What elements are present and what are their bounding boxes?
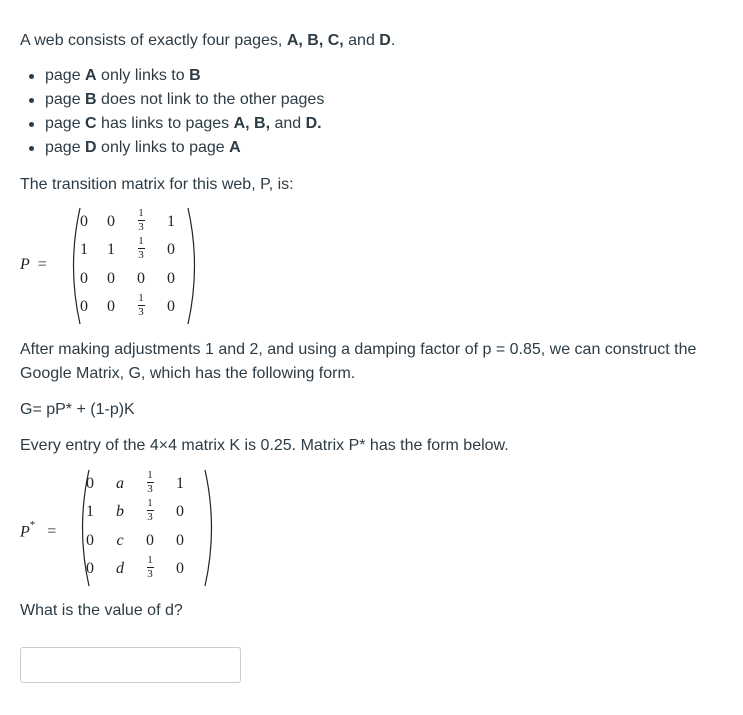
matrix-p-star <box>20 467 220 589</box>
matrix-pstar-equals: = <box>47 523 57 541</box>
matrix-entry: 0 <box>137 270 145 287</box>
matrix-entry: d <box>116 560 124 577</box>
matrix-entry: 1 3 <box>147 497 153 523</box>
matrix-entry: b <box>116 503 124 520</box>
matrix-entry: 0 <box>80 298 88 315</box>
adjust-text-line-1: After making adjustments 1 and 2, and using a damping factor of p = 0.85, we can construct the <box>20 341 697 358</box>
matrix-entry: 0 <box>86 532 94 549</box>
matrix-entry: 1 <box>80 241 88 258</box>
matrix-p <box>20 205 200 327</box>
links-list <box>20 64 324 160</box>
transition-text: The transition matrix for this web, P, is: <box>20 176 294 193</box>
matrix-pstar-label: P <box>20 523 30 541</box>
matrix-entry: 0 <box>107 213 115 230</box>
matrix-entry: 0 <box>167 241 175 258</box>
matrix-entry: 1 <box>167 213 175 230</box>
matrix-entry: 1 <box>86 503 94 520</box>
matrix-entry: 0 <box>86 560 94 577</box>
matrix-entry: a <box>116 475 124 492</box>
matrix-entry: 1 3 <box>147 469 153 495</box>
formula-text: G= pP* + (1-p)K <box>20 401 135 418</box>
matrix-pstar-star: * <box>29 519 36 531</box>
answer-input[interactable] <box>20 647 241 683</box>
intro-text: A web consists of exactly four pages, A, B, C, and D. <box>20 32 396 49</box>
matrix-entry: 0 <box>107 270 115 287</box>
matrix-entry: 0 <box>176 532 184 549</box>
matrix-entry: 0 <box>86 475 94 492</box>
matrix-entry: 0 <box>80 270 88 287</box>
matrix-entry: 1 3 <box>147 554 153 580</box>
matrix-entry: 0 <box>176 503 184 520</box>
matrix-entry: 1 <box>107 241 115 258</box>
matrix-entry: 0 <box>176 560 184 577</box>
k-matrix-text: Every entry of the 4×4 matrix K is 0.25. Matrix P* has the form below. <box>20 437 509 454</box>
matrix-entry: 0 <box>107 298 115 315</box>
question-text: What is the value of d? <box>20 602 183 619</box>
matrix-entry: 0 <box>146 532 154 549</box>
list-item: page D only links to page A <box>20 136 324 160</box>
matrix-entry: 1 3 <box>138 235 144 261</box>
matrix-p-equals: = <box>37 256 47 273</box>
matrix-entry: 0 <box>167 298 175 315</box>
list-item: page A only links to B <box>20 64 324 88</box>
list-item: page C has links to pages A, B, and D. <box>20 112 324 136</box>
matrix-entry: 0 <box>80 213 88 230</box>
matrix-entry: 1 3 <box>138 292 144 318</box>
list-item: page B does not link to the other pages <box>20 88 324 112</box>
matrix-entry: 1 <box>176 475 184 492</box>
adjust-text-line-2: Google Matrix, G, which has the following form. <box>20 365 356 382</box>
matrix-entry: 0 <box>167 270 175 287</box>
matrix-entry: c <box>116 532 124 549</box>
matrix-entry: 1 3 <box>138 207 144 233</box>
matrix-p-label: P <box>20 256 30 273</box>
